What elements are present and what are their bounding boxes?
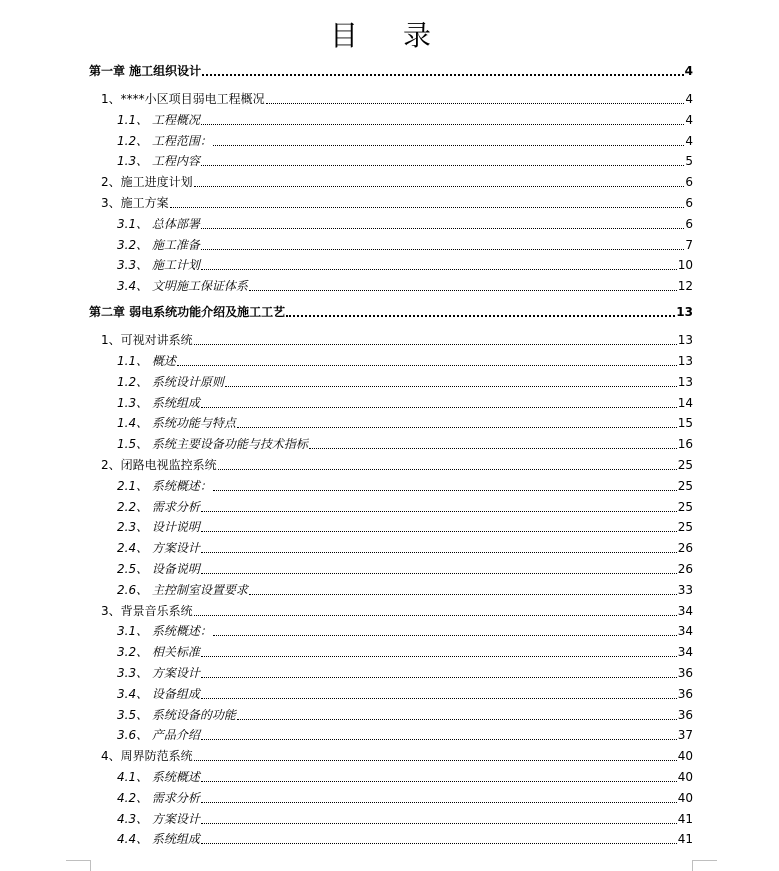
toc-page-number: 13 <box>677 374 693 389</box>
toc-dot-leader <box>201 531 677 532</box>
toc-entry-label: 1.1、 工程概况 <box>117 112 200 127</box>
toc-subsection-entry[interactable] <box>117 790 693 806</box>
toc-entry-label: 2、闭路电视监控系统 <box>101 458 217 472</box>
toc-page-number: 25 <box>677 520 693 535</box>
toc-dot-leader <box>218 469 677 470</box>
toc-dot-leader <box>249 290 677 291</box>
page-corner-mark-left <box>66 860 91 871</box>
toc-dot-leader <box>213 145 684 146</box>
toc-subsection-entry[interactable] <box>117 644 693 660</box>
toc-entry-label: 1、可视对讲系统 <box>101 333 193 348</box>
toc-section-entry[interactable] <box>101 332 693 348</box>
toc-section-entry[interactable] <box>101 603 693 619</box>
toc-page-number: 4 <box>685 92 693 106</box>
toc-subsection-entry[interactable] <box>117 686 693 702</box>
toc-dot-leader <box>201 124 684 125</box>
toc-dot-leader <box>309 448 677 449</box>
toc-entry-label: 1.2、 工程范围： <box>117 133 212 148</box>
toc-subsection-entry[interactable] <box>117 374 693 390</box>
toc-entry-label: 2.2、 需求分析 <box>117 499 200 514</box>
toc-dot-leader <box>225 386 677 387</box>
toc-subsection-entry[interactable] <box>117 112 693 128</box>
toc-subsection-entry[interactable] <box>117 216 693 232</box>
toc-dot-leader <box>201 269 677 270</box>
toc-page-number: 4 <box>685 112 693 127</box>
toc-subsection-entry[interactable] <box>117 153 693 169</box>
toc-entry-label: 2、施工进度计划 <box>101 175 193 190</box>
toc-dot-leader <box>194 615 677 616</box>
toc-entry-label: 4.2、 需求分析 <box>117 790 200 805</box>
toc-entry-label: 1.4、 系统功能与特点 <box>117 416 236 431</box>
toc-subsection-entry[interactable] <box>117 540 693 556</box>
page-title: 目 录 <box>330 19 449 52</box>
toc-section-entry[interactable] <box>101 748 693 764</box>
toc-page-number: 12 <box>677 279 693 294</box>
toc-page-number: 4 <box>685 133 693 148</box>
toc-dot-leader <box>201 677 677 678</box>
toc-entry-label: 1.2、 系统设计原则 <box>117 374 224 389</box>
toc-dot-leader <box>201 573 677 574</box>
toc-subsection-entry[interactable] <box>117 811 693 827</box>
toc-entry-label: 3.3、 方案设计 <box>117 666 200 680</box>
toc-entry-label: 3.2、 相关标准 <box>117 645 200 660</box>
toc-page-number: 26 <box>677 541 693 556</box>
toc-page-number: 25 <box>677 499 693 514</box>
toc-dot-leader <box>201 823 677 824</box>
toc-subsection-entry[interactable] <box>117 395 693 411</box>
toc-page-number: 10 <box>677 258 693 273</box>
toc-dot-leader <box>177 365 677 366</box>
toc-entry-label: 3.5、 系统设备的功能 <box>117 707 236 722</box>
toc-dot-leader <box>201 165 684 166</box>
toc-dot-leader <box>201 781 677 782</box>
toc-dot-leader <box>201 739 677 740</box>
toc-page-number: 41 <box>677 832 693 847</box>
toc-dot-leader <box>201 698 677 699</box>
toc-subsection-entry[interactable] <box>117 436 693 452</box>
toc-page-number: 13 <box>677 333 693 348</box>
toc-dot-leader <box>202 74 683 76</box>
toc-entry-label: 第一章 施工组织设计 <box>89 64 202 78</box>
toc-entry-label: 2.4、 方案设计 <box>117 541 200 556</box>
toc-subsection-entry[interactable] <box>117 257 693 273</box>
toc-entry-label: 1.3、 系统组成 <box>117 395 200 410</box>
toc-entry-label: 3.6、 产品介绍 <box>117 728 200 743</box>
toc-page-number: 36 <box>677 666 693 680</box>
toc-section-entry[interactable] <box>101 195 693 211</box>
toc-page-number: 4 <box>684 64 693 78</box>
toc-page-number: 6 <box>685 216 693 231</box>
toc-subsection-entry[interactable] <box>117 278 693 294</box>
toc-subsection-entry[interactable] <box>117 831 693 847</box>
toc-entry-label: 3.4、 设备组成 <box>117 686 200 701</box>
toc-entry-label: 3.2、 施工准备 <box>117 237 200 252</box>
toc-page-number: 15 <box>677 416 693 431</box>
toc-page-number: 34 <box>677 645 693 660</box>
toc-dot-leader <box>237 719 677 720</box>
toc-dot-leader <box>201 552 677 553</box>
toc-entry-label: 3、背景音乐系统 <box>101 603 193 618</box>
toc-entry-label: 3.1、 系统概述： <box>117 624 212 639</box>
toc-dot-leader <box>201 843 677 844</box>
toc-subsection-entry[interactable] <box>117 353 693 369</box>
toc-entry-label: 3.3、 施工计划 <box>117 258 200 273</box>
toc-entry-label: 3.1、 总体部署 <box>117 216 200 231</box>
toc-dot-leader <box>194 186 685 187</box>
toc-dot-leader <box>237 427 677 428</box>
toc-entry-label: 1、****小区项目弱电工程概况 <box>101 92 265 106</box>
toc-entry-label: 4.3、 方案设计 <box>117 811 200 826</box>
toc-entry-label: 1.5、 系统主要设备功能与技术指标 <box>117 437 308 452</box>
toc-entry-label: 2.3、 设计说明 <box>117 520 200 535</box>
toc-dot-leader <box>170 207 685 208</box>
toc-page-number: 25 <box>677 478 693 493</box>
toc-subsection-entry[interactable] <box>117 769 693 785</box>
toc-page-number: 13 <box>676 305 693 320</box>
toc-subsection-entry[interactable] <box>117 561 693 577</box>
toc-section-entry[interactable] <box>101 457 693 473</box>
toc-entry-label: 3、施工方案 <box>101 196 169 210</box>
toc-chapter-entry[interactable] <box>89 304 693 320</box>
toc-page-number: 40 <box>677 770 693 784</box>
toc-dot-leader <box>201 656 677 657</box>
toc-page-number: 37 <box>677 728 693 743</box>
toc-entry-label: 3.4、 文明施工保证体系 <box>117 279 248 294</box>
toc-entry-label: 2.6、 主控制室设置要求 <box>117 582 248 597</box>
toc-subsection-entry[interactable] <box>117 237 693 253</box>
toc-page-number: 36 <box>677 686 693 701</box>
toc-page-number: 36 <box>677 707 693 722</box>
page-corner-mark-right <box>692 860 717 871</box>
toc-section-entry[interactable] <box>101 174 693 190</box>
toc-section-entry[interactable] <box>101 91 693 107</box>
toc-dot-leader <box>266 103 685 104</box>
toc-subsection-entry[interactable] <box>117 623 693 639</box>
toc-subsection-entry[interactable] <box>117 478 693 494</box>
toc-dot-leader <box>213 635 677 636</box>
toc-entry-label: 第二章 弱电系统功能介绍及施工工艺 <box>89 305 286 320</box>
toc-dot-leader <box>201 228 684 229</box>
toc-page-number: 33 <box>677 582 693 597</box>
toc-dot-leader <box>213 490 677 491</box>
toc-subsection-entry[interactable] <box>117 415 693 431</box>
toc-page-number: 5 <box>685 154 693 169</box>
toc-subsection-entry[interactable] <box>117 499 693 515</box>
toc-page-number: 14 <box>677 395 693 410</box>
toc-subsection-entry[interactable] <box>117 519 693 535</box>
toc-page-number: 34 <box>677 603 693 618</box>
toc-entry-label: 1.3、 工程内容 <box>117 154 200 169</box>
toc-page-number: 34 <box>677 624 693 639</box>
toc-subsection-entry[interactable] <box>117 582 693 598</box>
toc-page-number: 13 <box>677 354 693 368</box>
toc-page-number: 40 <box>677 790 693 805</box>
toc-entry-label: 4、周界防范系统 <box>101 749 193 764</box>
toc-chapter-entry[interactable] <box>89 63 693 79</box>
toc-dot-leader <box>249 594 677 595</box>
toc-dot-leader <box>201 511 677 512</box>
toc-dot-leader <box>201 802 677 803</box>
toc-subsection-entry[interactable] <box>117 133 693 149</box>
toc-page-number: 7 <box>685 237 693 252</box>
toc-entry-label: 2.1、 系统概述： <box>117 478 212 493</box>
toc-page-number: 25 <box>677 458 693 472</box>
toc-dot-leader <box>286 315 675 317</box>
toc-page-number: 40 <box>677 749 693 764</box>
toc-page-number: 26 <box>677 562 693 576</box>
toc-page-number: 41 <box>677 811 693 826</box>
toc-entry-label: 4.4、 系统组成 <box>117 832 200 847</box>
toc-page-number: 6 <box>685 175 693 190</box>
toc-dot-leader <box>201 249 684 250</box>
toc-entry-label: 2.5、 设备说明 <box>117 562 200 576</box>
toc-subsection-entry[interactable] <box>117 727 693 743</box>
toc-entry-label: 4.1、 系统概述 <box>117 770 200 784</box>
toc-page-number: 16 <box>677 437 693 452</box>
toc-dot-leader <box>201 407 677 408</box>
toc-page-number: 6 <box>685 196 693 210</box>
toc-subsection-entry[interactable] <box>117 707 693 723</box>
toc-dot-leader <box>194 760 677 761</box>
toc-dot-leader <box>194 344 677 345</box>
toc-subsection-entry[interactable] <box>117 665 693 681</box>
toc-entry-label: 1.1、 概述 <box>117 354 176 368</box>
